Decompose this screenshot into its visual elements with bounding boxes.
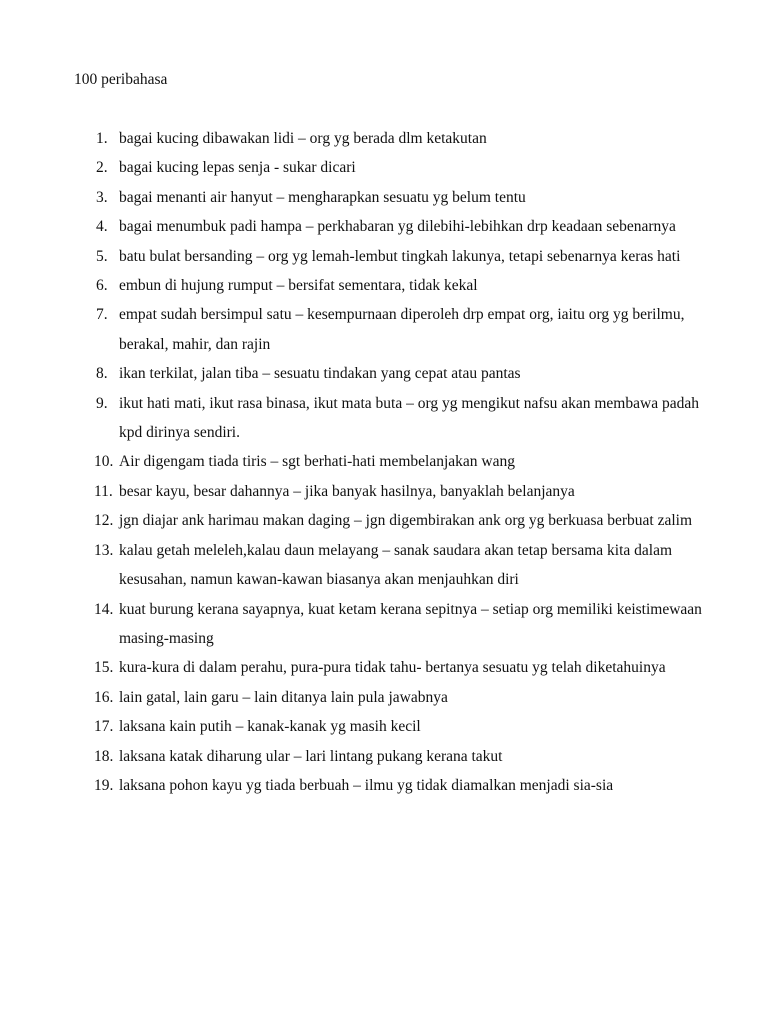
item-number: 13.: [94, 541, 114, 559]
list-item: [0, 536, 768, 595]
list-item: [0, 477, 768, 506]
item-number: 1.: [96, 130, 108, 147]
item-text: kalau getah meleleh,kalau daun melayang – sanak saudara akan tetap bersama kita dalam kesusahan, namun kawan-kawan biasanya akan menjauhkan diri: [119, 541, 673, 589]
item-number: 11.: [94, 482, 113, 500]
item-number: 4.: [96, 218, 108, 236]
item-text: laksana pohon kayu yg tiada berbuah – ilmu yg tidak diamalkan menjadi sia-sia: [119, 776, 614, 794]
list-item: [0, 271, 768, 300]
item-text: bagai menumbuk padi hampa – perkhabaran yg dilebihi-lebihkan drp keadaan sebenarnya: [119, 218, 676, 236]
item-text: bagai kucing dibawakan lidi – org yg berada dlm ketakutan: [119, 130, 487, 147]
item-number: 8.: [96, 365, 108, 383]
list-item: [0, 595, 768, 654]
item-text: ikut hati mati, ikut rasa binasa, ikut mata buta – org yg mengikut nafsu akan membawa padah kpd dirinya sendiri.: [119, 394, 699, 442]
item-number: 3.: [96, 188, 108, 206]
item-text: bagai kucing lepas senja - sukar dicari: [119, 159, 356, 177]
list-item: [0, 212, 768, 241]
item-number: 14.: [94, 600, 114, 618]
item-text: besar kayu, besar dahannya – jika banyak hasilnya, banyaklah belanjanya: [119, 482, 575, 500]
item-number: 12.: [94, 512, 114, 530]
item-text: Air digengam tiada tiris – sgt berhati-hati membelanjakan wang: [119, 453, 515, 471]
list-item: [0, 506, 768, 535]
list-item: [0, 771, 768, 800]
list-item: [0, 359, 768, 388]
document-title: 100 peribahasa: [74, 71, 168, 88]
item-number: 9.: [96, 394, 108, 412]
list-item: [0, 712, 768, 741]
list-item: [0, 242, 768, 271]
list-item: [0, 447, 768, 476]
item-number: 16.: [94, 688, 114, 706]
item-number: 10.: [94, 453, 114, 471]
item-text: laksana kain putih – kanak-kanak yg masih kecil: [119, 718, 421, 736]
item-number: 6.: [96, 277, 108, 295]
list-item: [0, 300, 768, 359]
item-text: batu bulat bersanding – org yg lemah-lembut tingkah lakunya, tetapi sebenarnya keras hati: [119, 247, 681, 265]
item-number: 5.: [96, 247, 108, 265]
item-text: jgn diajar ank harimau makan daging – jgn digembirakan ank org yg berkuasa berbuat zalim: [119, 512, 693, 530]
item-text: kura-kura di dalam perahu, pura-pura tidak tahu- bertanya sesuatu yg telah diketahuinya: [119, 659, 666, 677]
list-item: [0, 183, 768, 212]
item-number: 7.: [96, 306, 108, 324]
item-text: empat sudah bersimpul satu – kesempurnaan diperoleh drp empat org, iaitu org yg berilmu, berakal, mahir, dan rajin: [119, 306, 685, 353]
item-number: 17.: [94, 718, 114, 736]
list-item: [0, 742, 768, 771]
item-text: lain gatal, lain garu – lain ditanya lain pula jawabnya: [119, 688, 448, 706]
item-text: bagai menanti air hanyut – mengharapkan sesuatu yg belum tentu: [119, 188, 526, 206]
list-item: [0, 153, 768, 182]
peribahasa-list: [0, 124, 768, 800]
item-text: embun di hujung rumput – bersifat sementara, tidak kekal: [119, 277, 478, 295]
item-number: 15.: [94, 659, 114, 677]
item-number: 2.: [96, 159, 108, 177]
list-item: [0, 389, 768, 448]
list-item: [0, 683, 768, 712]
item-number: 18.: [94, 747, 114, 765]
item-number: 19.: [94, 776, 114, 794]
list-item: [0, 124, 768, 153]
list-item: [0, 653, 768, 682]
item-text: ikan terkilat, jalan tiba – sesuatu tindakan yang cepat atau pantas: [119, 365, 521, 383]
item-text: kuat burung kerana sayapnya, kuat ketam kerana sepitnya – setiap org memiliki keistimewaan masing-masing: [119, 600, 702, 647]
item-text: laksana katak diharung ular – lari lintang pukang kerana takut: [119, 747, 503, 765]
